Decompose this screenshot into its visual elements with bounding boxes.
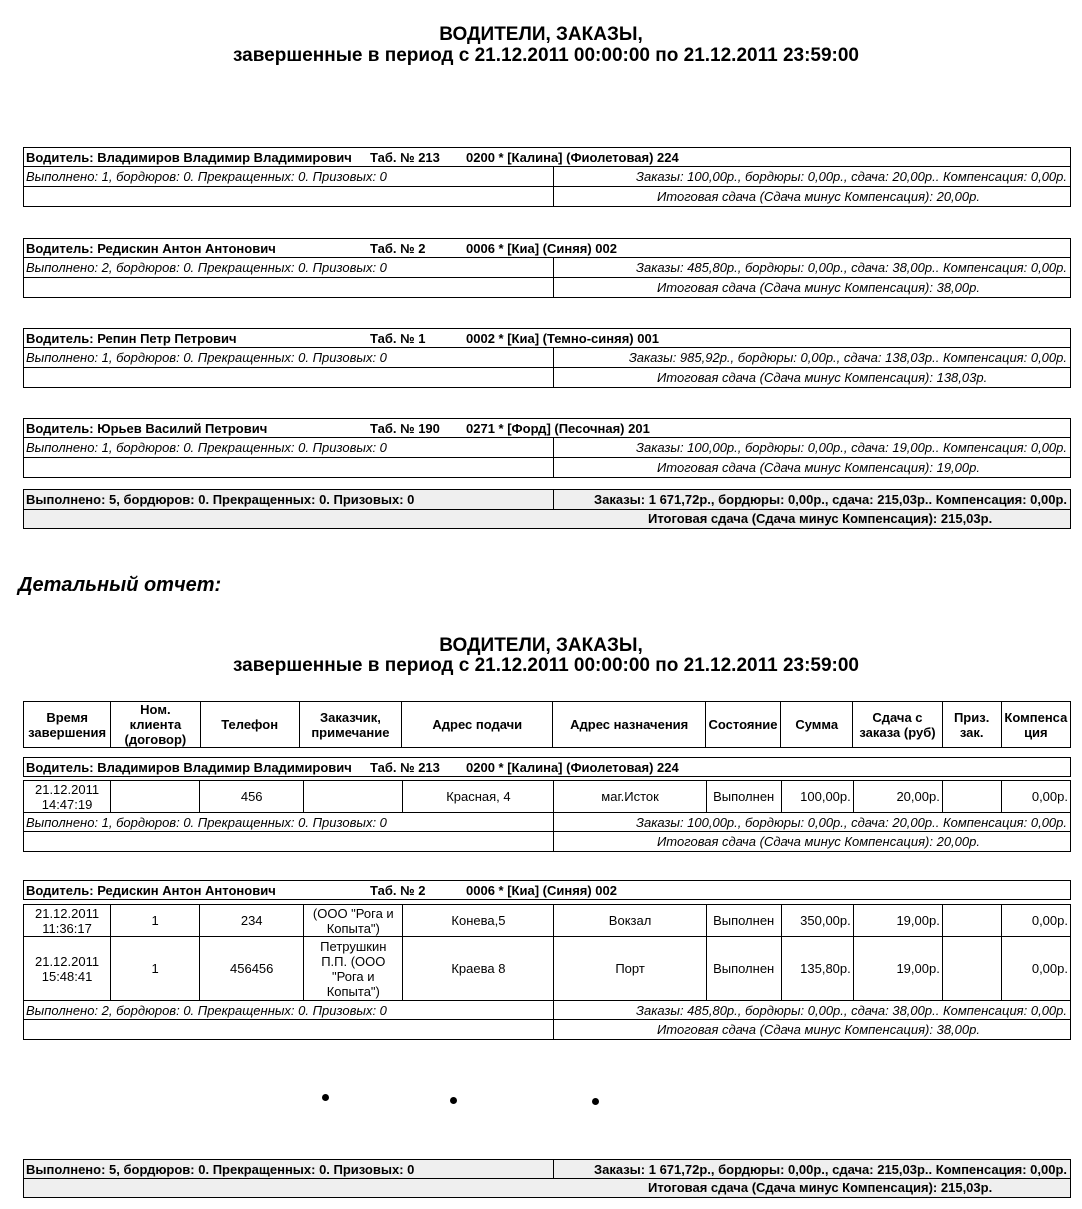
detail-column-header — [23, 701, 1071, 748]
driver-car: 0271 * [Форд] (Песочная) 201 — [466, 421, 650, 436]
table-row[interactable] — [24, 905, 1071, 937]
total-orders: Заказы: 1 671,72р., бордюры: 0,00р., сдача: 215,03р.. Компенсация: 0,00р. — [593, 492, 1067, 507]
cell-time: 21.12.2011 14:47:19 — [24, 781, 111, 813]
driver-orders: Заказы: 100,00р., бордюры: 0,00р., сдача: 20,00р.. Компенсация: 0,00р. — [636, 815, 1067, 830]
driver-stats-row — [23, 1000, 1071, 1020]
driver-header — [23, 238, 1071, 258]
total-change: Итоговая сдача (Сдача минус Компенсация): 215,03р. — [648, 511, 993, 526]
cell-prize — [942, 781, 1001, 813]
cell-sum: 350,00р. — [781, 905, 853, 937]
driver-name: Водитель: Репин Петр Петрович — [26, 331, 237, 346]
total-done: Выполнено: 5, бордюров: 0. Прекращенных: 0. Призовых: 0 — [26, 1162, 415, 1177]
table-row[interactable] — [24, 781, 1071, 813]
cell-from: Конева,5 — [403, 905, 554, 937]
driver-change: Итоговая сдача (Сдача минус Компенсация): 38,00р. — [657, 1022, 980, 1037]
col-header-from: Адрес подачи — [402, 702, 553, 748]
driver-orders: Заказы: 485,80р., бордюры: 0,00р., сдача: 38,00р.. Компенсация: 0,00р. — [636, 260, 1067, 275]
driver-change: Итоговая сдача (Сдача минус Компенсация): 38,00р. — [657, 280, 980, 295]
driver-header — [23, 147, 1071, 167]
cell-customer — [304, 781, 403, 813]
total-change-row — [23, 1179, 1071, 1198]
cell-from: Краева 8 — [403, 937, 554, 1001]
ellipsis-dot — [592, 1098, 599, 1105]
driver-orders: Заказы: 100,00р., бордюры: 0,00р., сдача: 19,00р.. Компенсация: 0,00р. — [636, 440, 1067, 455]
cell-sum: 100,00р. — [781, 781, 853, 813]
cell-client — [111, 781, 200, 813]
driver-change: Итоговая сдача (Сдача минус Компенсация): 138,03р. — [657, 370, 988, 385]
driver-name: Водитель: Владимиров Владимир Владимирович — [26, 150, 352, 165]
cell-status: Выполнен — [706, 781, 781, 813]
cell-time: 21.12.2011 15:48:41 — [24, 937, 111, 1001]
cell-sum: 135,80р. — [781, 937, 853, 1001]
driver-orders: Заказы: 985,92р., бордюры: 0,00р., сдача: 138,03р.. Компенсация: 0,00р. — [628, 350, 1067, 365]
cell-phone: 456 — [200, 781, 304, 813]
orders-table — [23, 780, 1071, 813]
col-header-client: Ном. клиента (договор) — [111, 702, 200, 748]
total-done: Выполнено: 5, бордюров: 0. Прекращенных: 0. Призовых: 0 — [26, 492, 415, 507]
driver-header — [23, 328, 1071, 348]
driver-stats-row — [23, 167, 1071, 187]
driver-orders: Заказы: 100,00р., бордюры: 0,00р., сдача: 20,00р.. Компенсация: 0,00р. — [636, 169, 1067, 184]
cell-status: Выполнен — [706, 905, 781, 937]
driver-change-row — [23, 832, 1071, 852]
driver-change-row — [23, 187, 1071, 207]
detail-subtitle: завершенные в период с 21.12.2011 00:00:00 по 21.12.2011 23:59:00 — [232, 655, 860, 676]
driver-change: Итоговая сдача (Сдача минус Компенсация): 20,00р. — [657, 834, 980, 849]
driver-tab-number: Таб. № 1 — [370, 331, 426, 346]
driver-stats-row — [23, 258, 1071, 278]
detail-title: ВОДИТЕЛИ, ЗАКАЗЫ, — [439, 635, 643, 656]
cell-client: 1 — [111, 905, 200, 937]
col-header-prize: Приз. зак. — [942, 702, 1001, 748]
driver-orders: Заказы: 485,80р., бордюры: 0,00р., сдача: 38,00р.. Компенсация: 0,00р. — [636, 1003, 1067, 1018]
cell-phone: 456456 — [200, 937, 304, 1001]
table-row[interactable] — [24, 937, 1071, 1001]
driver-done: Выполнено: 2, бордюров: 0. Прекращенных: 0. Призовых: 0 — [26, 260, 387, 275]
total-change: Итоговая сдача (Сдача минус Компенсация): 215,03р. — [648, 1180, 993, 1195]
cell-change: 19,00р. — [853, 905, 942, 937]
driver-change: Итоговая сдача (Сдача минус Компенсация): 19,00р. — [657, 460, 980, 475]
cell-time: 21.12.2011 11:36:17 — [24, 905, 111, 937]
cell-compensation: 0,00р. — [1001, 937, 1070, 1001]
driver-change-row — [23, 278, 1071, 298]
driver-car: 0002 * [Киа] (Темно-синяя) 001 — [466, 331, 659, 346]
cell-change: 19,00р. — [853, 937, 942, 1001]
total-orders: Заказы: 1 671,72р., бордюры: 0,00р., сдача: 215,03р.. Компенсация: 0,00р. — [593, 1162, 1067, 1177]
ellipsis-dot — [450, 1097, 457, 1104]
driver-stats-row — [23, 348, 1071, 368]
col-header-compensation: Компенса ция — [1001, 702, 1070, 748]
driver-tab-number: Таб. № 213 — [370, 150, 440, 165]
total-change-row — [23, 510, 1071, 529]
driver-car: 0200 * [Калина] (Фиолетовая) 224 — [466, 760, 679, 775]
driver-change-row — [23, 368, 1071, 388]
col-header-sum: Сумма — [781, 702, 853, 748]
driver-tab-number: Таб. № 213 — [370, 760, 440, 775]
cell-prize — [942, 905, 1001, 937]
cell-to: Вокзал — [554, 905, 706, 937]
col-header-time: Время завершения — [24, 702, 111, 748]
driver-tab-number: Таб. № 190 — [370, 421, 440, 436]
orders-table — [23, 904, 1071, 1001]
cell-prize — [942, 937, 1001, 1001]
cell-compensation: 0,00р. — [1001, 905, 1070, 937]
cell-phone: 234 — [200, 905, 304, 937]
driver-change-row — [23, 1020, 1071, 1040]
detail-section-label: Детальный отчет: — [18, 574, 222, 596]
report-title: ВОДИТЕЛИ, ЗАКАЗЫ, — [439, 24, 643, 45]
total-stats-row — [23, 489, 1071, 510]
driver-car: 0200 * [Калина] (Фиолетовая) 224 — [466, 150, 679, 165]
cell-to: маг.Исток — [554, 781, 706, 813]
cell-change: 20,00р. — [853, 781, 942, 813]
cell-to: Порт — [554, 937, 706, 1001]
cell-customer: (ООО "Рога и Копыта") — [304, 905, 403, 937]
col-header-status: Состояние — [705, 702, 780, 748]
total-stats-row — [23, 1159, 1071, 1179]
driver-name: Водитель: Владимиров Владимир Владимирович — [26, 760, 352, 775]
col-header-customer: Заказчик, примечание — [299, 702, 401, 748]
driver-change: Итоговая сдача (Сдача минус Компенсация): 20,00р. — [657, 189, 980, 204]
driver-name: Водитель: Редискин Антон Антонович — [26, 241, 276, 256]
driver-car: 0006 * [Киа] (Синяя) 002 — [466, 241, 617, 256]
driver-name: Водитель: Редискин Антон Антонович — [26, 883, 276, 898]
driver-header — [23, 418, 1071, 438]
driver-car: 0006 * [Киа] (Синяя) 002 — [466, 883, 617, 898]
col-header-phone: Телефон — [200, 702, 299, 748]
ellipsis-dot — [322, 1094, 329, 1101]
cell-compensation: 0,00р. — [1001, 781, 1070, 813]
col-header-to: Адрес назначения — [553, 702, 705, 748]
col-header-change: Сдача с заказа (руб) — [853, 702, 942, 748]
driver-stats-row — [23, 438, 1071, 458]
driver-done: Выполнено: 1, бордюров: 0. Прекращенных: 0. Призовых: 0 — [26, 440, 387, 455]
driver-tab-number: Таб. № 2 — [370, 883, 426, 898]
driver-done: Выполнено: 2, бордюров: 0. Прекращенных: 0. Призовых: 0 — [26, 1003, 387, 1018]
report-subtitle: завершенные в период с 21.12.2011 00:00:00 по 21.12.2011 23:59:00 — [232, 45, 860, 66]
cell-from: Красная, 4 — [403, 781, 554, 813]
driver-change-row — [23, 458, 1071, 478]
driver-name: Водитель: Юрьев Василий Петрович — [26, 421, 268, 436]
driver-done: Выполнено: 1, бордюров: 0. Прекращенных: 0. Призовых: 0 — [26, 169, 387, 184]
driver-header — [23, 880, 1071, 900]
cell-client: 1 — [111, 937, 200, 1001]
cell-customer: Петрушкин П.П. (ООО "Рога и Копыта") — [304, 937, 403, 1001]
driver-done: Выполнено: 1, бордюров: 0. Прекращенных: 0. Призовых: 0 — [26, 350, 387, 365]
driver-stats-row — [23, 812, 1071, 832]
cell-status: Выполнен — [706, 937, 781, 1001]
driver-done: Выполнено: 1, бордюров: 0. Прекращенных: 0. Призовых: 0 — [26, 815, 387, 830]
driver-header — [23, 757, 1071, 777]
driver-tab-number: Таб. № 2 — [370, 241, 426, 256]
